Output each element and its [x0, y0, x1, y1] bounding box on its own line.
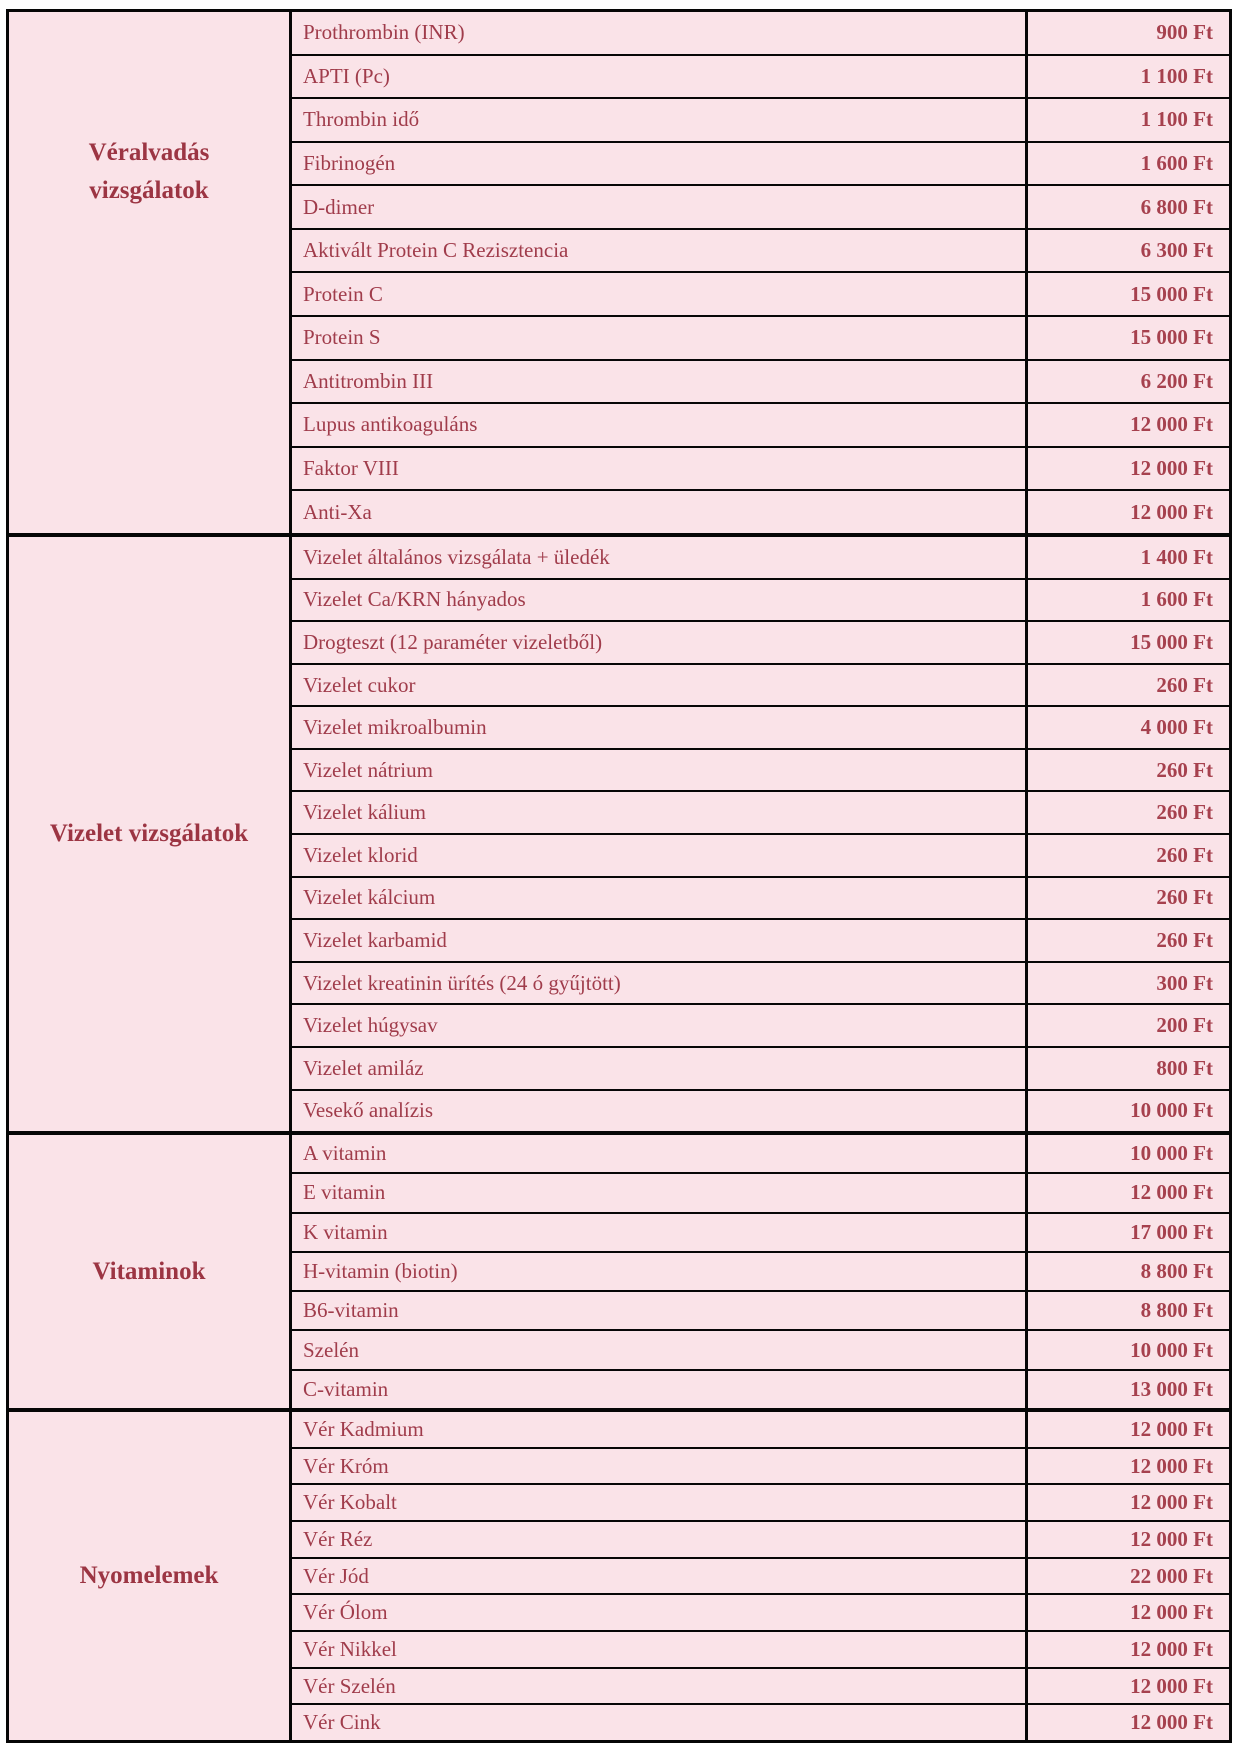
price-cell: 15 000 Ft — [1130, 281, 1213, 306]
table-row — [292, 620, 1229, 663]
price-cell: 6 800 Ft — [1140, 194, 1213, 219]
table-row — [292, 1251, 1229, 1290]
table-row — [292, 961, 1229, 1004]
test-name-cell: Fibrinogén — [292, 143, 1028, 185]
table-row — [292, 790, 1229, 833]
table-row — [292, 12, 1229, 54]
price-cell: 12 000 Ft — [1130, 412, 1213, 437]
price-cell: 1 600 Ft — [1140, 587, 1213, 612]
table-row — [292, 748, 1229, 791]
table-row — [292, 1329, 1229, 1368]
table-row — [292, 97, 1229, 141]
price-cell: 6 200 Ft — [1140, 368, 1213, 393]
price-cell: 260 Ft — [1156, 757, 1213, 782]
table-row — [292, 1135, 1229, 1172]
table-row — [292, 1046, 1229, 1089]
section-rows — [292, 537, 1229, 1131]
test-name-cell: Drogteszt (12 paraméter vizeletből) — [292, 622, 1028, 663]
test-name-cell: Vizelet kálium — [292, 792, 1028, 833]
price-cell: 15 000 Ft — [1130, 629, 1213, 654]
section-label: Nyomelemek — [79, 1562, 219, 1589]
section-label-cell — [9, 537, 292, 1131]
price-cell: 8 800 Ft — [1140, 1258, 1213, 1283]
price-cell: 10 000 Ft — [1130, 1337, 1213, 1362]
test-name-cell: Vizelet klorid — [292, 835, 1028, 876]
section-label-cell — [9, 1412, 292, 1740]
test-name-cell: Vér Cink — [292, 1705, 1028, 1740]
test-name-cell: APTI (Pc) — [292, 56, 1028, 98]
table-row — [292, 1172, 1229, 1211]
price-cell: 12 000 Ft — [1130, 1636, 1213, 1661]
section-label-cell — [9, 12, 292, 533]
test-name-cell: Vér Jód — [292, 1559, 1028, 1594]
table-row — [292, 402, 1229, 446]
section-label: Vizelet vizsgálatok — [49, 820, 249, 847]
test-name-cell: Vizelet karbamid — [292, 920, 1028, 961]
table-row — [292, 1557, 1229, 1594]
price-cell: 12 000 Ft — [1130, 1180, 1213, 1205]
test-name-cell: Vizelet Ca/KRN hányados — [292, 580, 1028, 621]
table-row — [292, 1089, 1229, 1132]
test-name-cell: Vesekő analízis — [292, 1091, 1028, 1132]
test-name-cell: Antitrombin III — [292, 361, 1028, 403]
section-band — [9, 533, 1229, 1131]
table-row — [292, 1703, 1229, 1740]
table-row — [292, 184, 1229, 228]
table-row — [292, 1667, 1229, 1704]
table-row — [292, 271, 1229, 315]
test-name-cell: Vér Kadmium — [292, 1412, 1028, 1447]
table-row — [292, 1520, 1229, 1557]
price-cell: 12 000 Ft — [1130, 1673, 1213, 1698]
price-cell: 13 000 Ft — [1130, 1376, 1213, 1401]
table-row — [292, 1630, 1229, 1667]
test-name-cell: Vér Szelén — [292, 1669, 1028, 1704]
table-row — [292, 54, 1229, 98]
price-cell: 12 000 Ft — [1130, 1490, 1213, 1515]
price-cell: 200 Ft — [1156, 1013, 1213, 1038]
test-name-cell: Szelén — [292, 1331, 1028, 1368]
price-cell: 1 400 Ft — [1140, 544, 1213, 569]
section-label: Véralvadás vizsgálatok — [88, 139, 210, 204]
test-name-cell: H-vitamin (biotin) — [292, 1253, 1028, 1290]
table-row — [292, 489, 1229, 533]
table-row — [292, 1003, 1229, 1046]
test-name-cell: Vizelet amiláz — [292, 1048, 1028, 1089]
price-cell: 12 000 Ft — [1130, 1600, 1213, 1625]
test-name-cell: Vér Nikkel — [292, 1632, 1028, 1667]
section-band — [9, 1408, 1229, 1740]
price-cell: 10 000 Ft — [1130, 1141, 1213, 1166]
price-cell: 12 000 Ft — [1130, 1710, 1213, 1735]
price-cell: 12 000 Ft — [1130, 456, 1213, 481]
price-cell: 800 Ft — [1156, 1055, 1213, 1080]
test-name-cell: Faktor VIII — [292, 448, 1028, 490]
test-name-cell: Vizelet kreatinin ürítés (24 ó gyűjtött) — [292, 963, 1028, 1004]
test-name-cell: Vizelet mikroalbumin — [292, 707, 1028, 748]
price-cell: 12 000 Ft — [1130, 499, 1213, 524]
test-name-cell: Thrombin idő — [292, 99, 1028, 141]
section-rows — [292, 12, 1229, 533]
test-name-cell: K vitamin — [292, 1214, 1028, 1251]
test-name-cell: Aktivált Protein C Rezisztencia — [292, 230, 1028, 272]
price-cell: 1 100 Ft — [1140, 63, 1213, 88]
price-cell: 260 Ft — [1156, 800, 1213, 825]
test-name-cell: Vizelet nátrium — [292, 750, 1028, 791]
table-row — [292, 1447, 1229, 1484]
table-row — [292, 1483, 1229, 1520]
price-cell: 15 000 Ft — [1130, 325, 1213, 350]
test-name-cell: Vizelet általános vizsgálata + üledék — [292, 537, 1028, 578]
test-name-cell: B6-vitamin — [292, 1292, 1028, 1329]
test-name-cell: Vér Kobalt — [292, 1485, 1028, 1520]
test-name-cell: A vitamin — [292, 1135, 1028, 1172]
price-cell: 12 000 Ft — [1130, 1453, 1213, 1478]
table-row — [292, 537, 1229, 578]
table-row — [292, 446, 1229, 490]
price-cell: 1 100 Ft — [1140, 107, 1213, 132]
section-rows — [292, 1135, 1229, 1408]
test-name-cell: Protein S — [292, 317, 1028, 359]
table-row — [292, 663, 1229, 706]
price-cell: 4 000 Ft — [1140, 715, 1213, 740]
section-label-cell — [9, 1135, 292, 1408]
table-row — [292, 141, 1229, 185]
test-name-cell: D-dimer — [292, 186, 1028, 228]
section-band — [9, 12, 1229, 533]
section-rows — [292, 1412, 1229, 1740]
price-cell: 12 000 Ft — [1130, 1526, 1213, 1551]
test-name-cell: Vizelet kálcium — [292, 878, 1028, 919]
test-name-cell: C-vitamin — [292, 1371, 1028, 1408]
table-row — [292, 1593, 1229, 1630]
section-label: Vitaminok — [92, 1257, 206, 1285]
test-name-cell: Protein C — [292, 273, 1028, 315]
table-row — [292, 315, 1229, 359]
price-table — [6, 9, 1232, 1743]
section-band — [9, 1131, 1229, 1408]
price-cell: 300 Ft — [1156, 970, 1213, 995]
test-name-cell: Prothrombin (INR) — [292, 12, 1028, 54]
table-row — [292, 833, 1229, 876]
table-row — [292, 705, 1229, 748]
table-row — [292, 1212, 1229, 1251]
table-row — [292, 876, 1229, 919]
price-cell: 22 000 Ft — [1130, 1563, 1213, 1588]
table-row — [292, 918, 1229, 961]
price-cell: 900 Ft — [1156, 20, 1213, 45]
table-row — [292, 1369, 1229, 1408]
test-name-cell: Vizelet cukor — [292, 665, 1028, 706]
test-name-cell: Vér Réz — [292, 1522, 1028, 1557]
test-name-cell: Vér Króm — [292, 1449, 1028, 1484]
test-name-cell: E vitamin — [292, 1174, 1028, 1211]
table-row — [292, 228, 1229, 272]
price-cell: 260 Ft — [1156, 672, 1213, 697]
test-name-cell: Anti-Xa — [292, 491, 1028, 533]
price-cell: 17 000 Ft — [1130, 1219, 1213, 1244]
test-name-cell: Vizelet húgysav — [292, 1005, 1028, 1046]
table-row — [292, 578, 1229, 621]
price-cell: 260 Ft — [1156, 885, 1213, 910]
table-row — [292, 1290, 1229, 1329]
price-cell: 8 800 Ft — [1140, 1298, 1213, 1323]
price-cell: 260 Ft — [1156, 927, 1213, 952]
price-cell: 1 600 Ft — [1140, 151, 1213, 176]
table-row — [292, 359, 1229, 403]
price-cell: 10 000 Ft — [1130, 1098, 1213, 1123]
price-cell: 260 Ft — [1156, 842, 1213, 867]
price-cell: 12 000 Ft — [1130, 1416, 1213, 1441]
test-name-cell: Lupus antikoaguláns — [292, 404, 1028, 446]
table-row — [292, 1412, 1229, 1447]
price-cell: 6 300 Ft — [1140, 238, 1213, 263]
test-name-cell: Vér Ólom — [292, 1595, 1028, 1630]
